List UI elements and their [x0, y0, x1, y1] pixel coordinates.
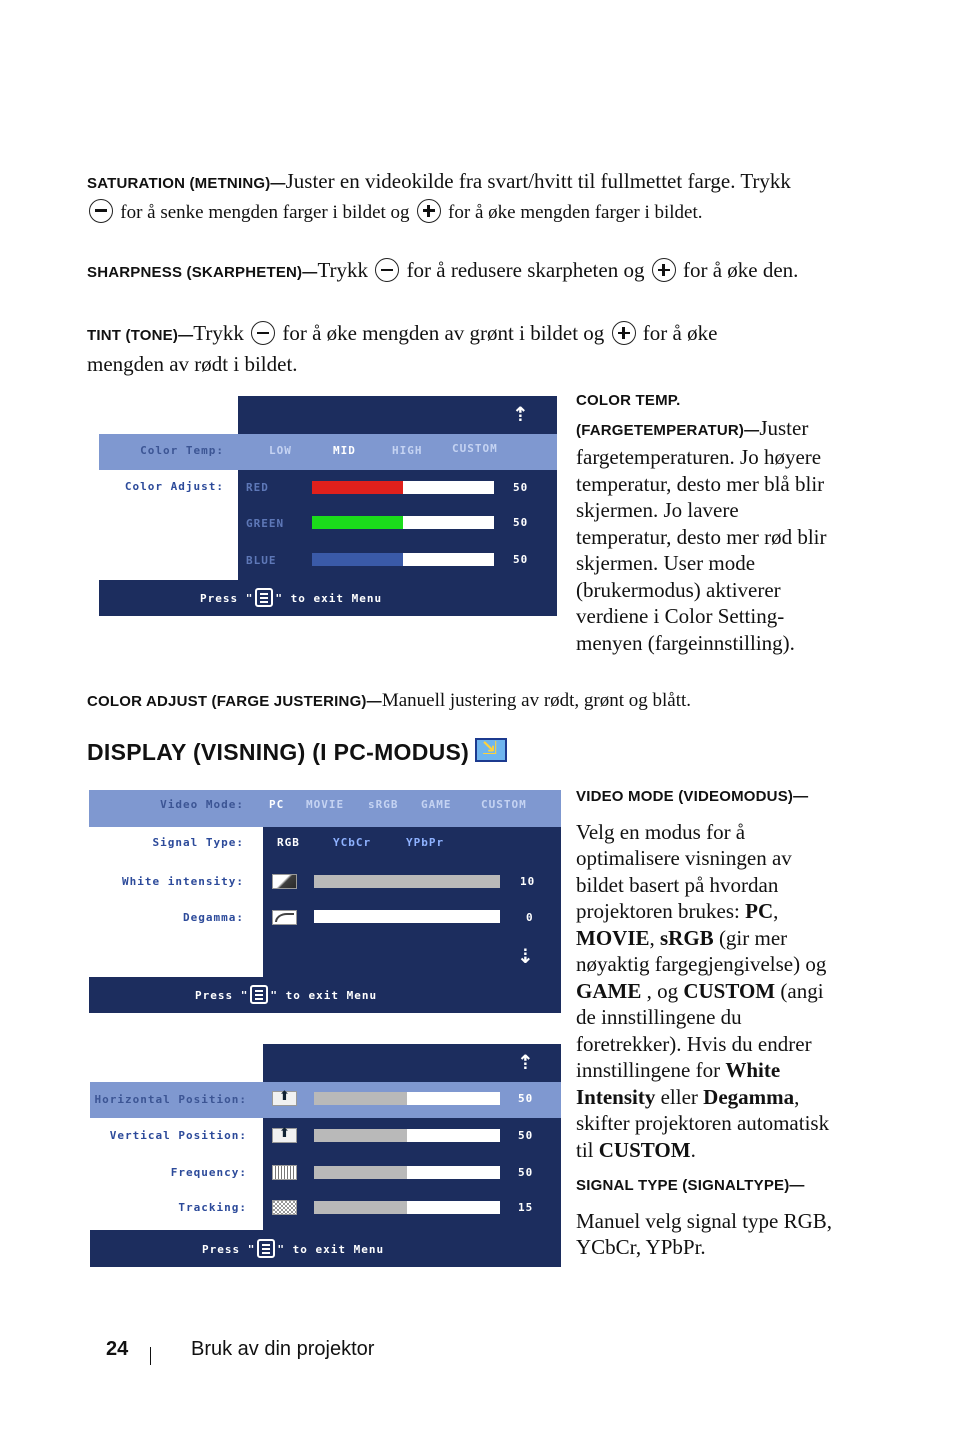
comma-1: ,: [773, 899, 779, 923]
menu-icon: [255, 588, 273, 607]
exit-hint: Press " " to exit Menu: [202, 1239, 384, 1258]
mode-custom: CUSTOM: [683, 978, 776, 1003]
saturation-paragraph: [87, 168, 799, 226]
mode-srgb: sRGB: [660, 925, 714, 950]
video-mode-text-1: Velg en modus for å optimalisere visningen av bildet basert på hvordan projektoren brukes:: [576, 819, 792, 923]
footer-title: Bruk av din projektor: [191, 1338, 375, 1360]
saturation-text-1: Juster en videokilde fra svart/hvitt til fullmettet farge. Trykk: [285, 169, 791, 193]
signal-type-text: Manuel velg signal type RGB, YCbCr, YPbPr.: [576, 1208, 833, 1259]
press-text: Press: [195, 989, 234, 1002]
white-intensity-fill: [314, 875, 500, 888]
sharpness-text-3: for å øke den.: [682, 258, 799, 282]
minus-button-icon: [89, 199, 113, 223]
exit-hint: Press " " to exit Menu: [200, 588, 382, 607]
video-mode-paragraph: [576, 784, 836, 1261]
white-intensity-ref: White Intensity: [576, 1058, 781, 1109]
frequency-label: Frequency:: [170, 1166, 247, 1179]
video-mode-text-3: , og: [641, 978, 684, 1003]
vertical-position-icon: [272, 1128, 297, 1143]
video-mode-label: Video Mode:: [160, 798, 244, 811]
blue-slider-fill: [312, 553, 403, 566]
color-temp-label: Color Temp:: [140, 444, 224, 457]
signal-type-ycbcr[interactable]: YCbCr: [333, 836, 372, 849]
white-intensity-icon: [272, 874, 297, 889]
arrow-down-icon: ⇣: [517, 944, 535, 968]
blue-value: 50: [513, 553, 529, 566]
white-intensity-slider[interactable]: [314, 875, 500, 888]
signal-type-rgb[interactable]: RGB: [277, 836, 300, 849]
mode-pc: PC: [745, 899, 774, 923]
green-value: 50: [513, 516, 529, 529]
display-settings-icon: [475, 738, 507, 762]
exit-text: to exit Menu: [290, 592, 383, 605]
footer-divider: [150, 1347, 151, 1365]
color-adjust-paragraph: [87, 686, 799, 715]
tracking-slider[interactable]: [314, 1201, 500, 1214]
plus-button-icon: [417, 199, 441, 223]
saturation-text-3: for å øke mengden farger i bildet.: [448, 201, 703, 223]
minus-button-icon: [375, 258, 399, 282]
blue-slider[interactable]: [312, 553, 494, 566]
video-mode-text-4: (angi de innstillingene du foretrekker). Hvis du endrer innstillingene for: [576, 978, 824, 1082]
signal-type-ypbpr[interactable]: YPbPr: [406, 836, 445, 849]
page-number: 24: [106, 1338, 129, 1360]
comma-2: ,: [649, 925, 660, 950]
vertical-position-value: 50: [518, 1129, 534, 1142]
arrow-up-icon: ⇡: [512, 402, 530, 426]
color-temp-option-mid[interactable]: MID: [333, 444, 356, 457]
channel-blue-label: BLUE: [246, 554, 277, 567]
tracking-fill: [314, 1201, 407, 1214]
degamma-slider[interactable]: [314, 910, 500, 923]
saturation-text-2: for å senke mengden farger i bildet og: [120, 201, 410, 223]
video-mode-pc[interactable]: PC: [269, 798, 285, 811]
video-mode-srgb[interactable]: sRGB: [368, 798, 399, 811]
mode-custom-2: CUSTOM: [598, 1137, 691, 1162]
plus-button-icon: [652, 258, 676, 282]
video-mode-movie[interactable]: MOVIE: [306, 798, 345, 811]
color-adjust-term: COLOR ADJUST (FARGE JUSTERING)—: [87, 693, 382, 710]
color-temp-text: Juster fargetemperaturen. Jo høyere temperatur, desto mer blå blir skjermen. Jo lavere temperatur, desto mer rød blir skjermen. User mode (brukermodus) aktiverer verdiene i Color Setting-menyen (fargeinnstilling).: [576, 415, 827, 655]
exit-hint: Press " " to exit Menu: [195, 985, 377, 1004]
horizontal-position-label: Horizontal Position:: [94, 1093, 247, 1106]
tracking-value: 15: [518, 1201, 534, 1214]
video-mode-text-7: .: [690, 1137, 696, 1162]
minus-button-icon: [251, 321, 275, 345]
color-temp-term: COLOR TEMP. (FARGETEMPERATUR)—: [576, 392, 760, 439]
white-intensity-value: 10: [520, 875, 536, 888]
horizontal-position-icon: [272, 1091, 297, 1106]
video-mode-text-6: , skifter projektoren automatisk til: [576, 1084, 830, 1162]
color-temp-paragraph: [576, 385, 836, 656]
arrow-up-icon: ⇡: [517, 1050, 535, 1074]
video-mode-term: VIDEO MODE (VIDEOMODUS)—: [576, 788, 809, 805]
vertical-position-label: Vertical Position:: [109, 1129, 247, 1142]
sharpness-text-1: Trykk: [317, 258, 369, 282]
degamma-label: Degamma:: [183, 911, 244, 924]
video-mode-body: [576, 819, 836, 1164]
video-mode-text-2: (gir mer nøyaktig fargegjengivelse) og: [576, 925, 827, 976]
video-mode-custom[interactable]: CUSTOM: [481, 798, 527, 811]
frequency-fill: [314, 1166, 407, 1179]
sharpness-paragraph: [87, 257, 799, 286]
red-value: 50: [513, 481, 529, 494]
sharpness-term: SHARPNESS (SKARPHETEN)—: [87, 264, 318, 281]
section-heading: [87, 738, 507, 766]
sharpness-text-2: for å redusere skarpheten og: [406, 258, 645, 282]
color-temp-option-custom[interactable]: CUSTOM: [452, 442, 498, 455]
plus-button-icon: [612, 321, 636, 345]
section-title: DISPLAY (VISNING) (I PC-MODUS): [87, 739, 470, 765]
tracking-icon: [272, 1200, 297, 1215]
degamma-value: 0: [526, 911, 534, 924]
saturation-term: SATURATION (METNING)—: [87, 175, 286, 192]
color-temp-option-low[interactable]: LOW: [269, 444, 292, 457]
vertical-position-fill: [314, 1129, 407, 1142]
green-slider-fill: [312, 516, 403, 529]
tint-text-2: for å øke mengden av grønt i bildet og: [282, 321, 605, 345]
vertical-position-slider[interactable]: [314, 1129, 500, 1142]
color-adjust-label: Color Adjust:: [124, 480, 224, 493]
press-text: Press: [202, 1243, 241, 1256]
green-slider[interactable]: [312, 516, 494, 529]
tracking-label: Tracking:: [178, 1201, 247, 1214]
color-adjust-text: Manuell justering av rødt, grønt og blått.: [381, 690, 692, 711]
red-slider-fill: [312, 481, 403, 494]
video-mode-game[interactable]: GAME: [421, 798, 452, 811]
white-intensity-label: White intensity:: [122, 875, 244, 888]
horizontal-position-value: 50: [518, 1092, 534, 1105]
signal-type-label: Signal Type:: [152, 836, 244, 849]
channel-green-label: GREEN: [246, 517, 285, 530]
press-text: Press: [200, 592, 239, 605]
degamma-ref: Degamma: [703, 1084, 795, 1109]
channel-red-label: RED: [246, 481, 269, 494]
color-temp-option-high[interactable]: HIGH: [392, 444, 423, 457]
tint-text-1: Trykk: [193, 321, 244, 345]
frequency-slider[interactable]: [314, 1166, 500, 1179]
horizontal-position-fill: [314, 1092, 407, 1105]
exit-text: to exit Menu: [285, 989, 378, 1002]
horizontal-position-slider[interactable]: [314, 1092, 500, 1105]
signal-type-term: SIGNAL TYPE (SIGNALTYPE)—: [576, 1177, 805, 1194]
degamma-curve-icon: [272, 910, 297, 925]
tint-paragraph: [87, 319, 799, 379]
mode-game: GAME: [576, 978, 642, 1003]
frequency-value: 50: [518, 1166, 534, 1179]
menu-icon: [257, 1239, 275, 1258]
exit-text: to exit Menu: [292, 1243, 385, 1256]
frequency-icon: [272, 1165, 297, 1180]
video-mode-text-5: eller: [655, 1084, 704, 1109]
tint-term: TINT (TONE)—: [87, 327, 194, 344]
menu-icon: [250, 985, 268, 1004]
mode-movie: MOVIE: [576, 925, 650, 950]
tint-text-3: for å øke mengden av rødt i bildet.: [87, 321, 718, 376]
red-slider[interactable]: [312, 481, 494, 494]
